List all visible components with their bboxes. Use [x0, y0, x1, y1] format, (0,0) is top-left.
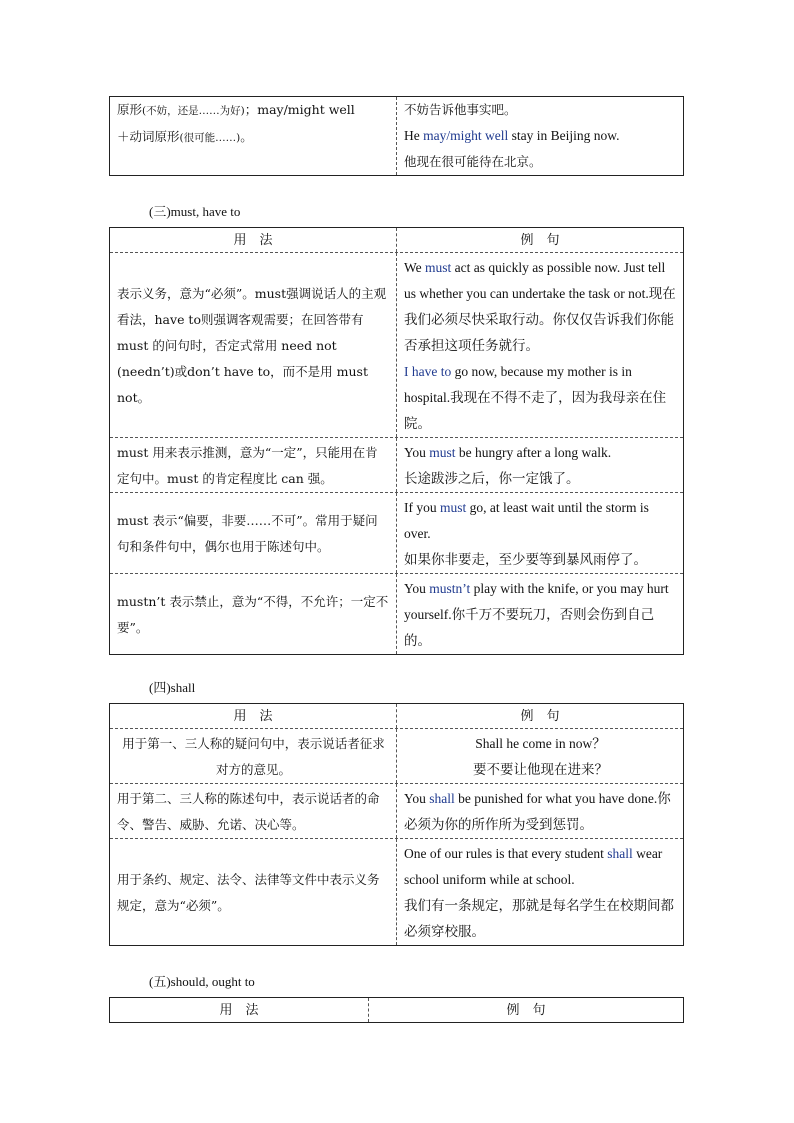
- table-row: [110, 492, 683, 573]
- table-row: [110, 573, 683, 654]
- keyword: shall: [429, 791, 455, 806]
- example-text: You mustn’t play with the knife, or you may hurt yourself.你千万不要玩刀，否则会伤到自己的。: [404, 581, 669, 648]
- usage-cell: [110, 253, 397, 437]
- usage-text: mustn’t 表示禁止，意为“不得，不允许；一定不要”。: [117, 594, 389, 635]
- header-example: 例 句: [506, 1003, 546, 1018]
- example-text: I have to go now, because my mother is in hospital.我现在不得不走了，因为我母亲在住院。: [404, 364, 667, 431]
- table-row: [110, 783, 683, 838]
- keyword: must: [429, 445, 456, 460]
- header-usage: 用 法: [110, 998, 369, 1022]
- usage-text: 表示义务，意为“必须”。must强调说话人的主观看法，have to则强调客观需要；在回答带有 must 的问句时，否定式常用 need not (needn’t)或don’t have to，而不是用 must not。: [117, 286, 387, 405]
- usage-text: 原形: [117, 102, 143, 117]
- usage-cell: [110, 574, 397, 654]
- usage-cell: [110, 438, 397, 492]
- section-title-must: (三)must, have to: [149, 204, 241, 219]
- section-title-shall: (四)shall: [149, 680, 196, 695]
- table-row: [110, 97, 683, 175]
- example-cell: [397, 729, 683, 783]
- example-en: Shall he come in now？: [475, 736, 606, 751]
- example-cn: 不妨告诉他事实吧。: [404, 102, 517, 117]
- table-header: [110, 998, 683, 1022]
- header-usage: 用 法: [110, 228, 397, 252]
- usage-note: (很可能……): [179, 132, 241, 144]
- table-must: [109, 227, 684, 655]
- keyword: may/might well: [423, 128, 509, 143]
- example-cell: [397, 438, 683, 492]
- usage-cell: [110, 784, 397, 838]
- section-title-should: (五)should, ought to: [149, 974, 255, 989]
- example-cn: 我们有一条规定，那就是每名学生在校期间都必须穿校服。: [404, 898, 674, 939]
- example-text: One of our rules is that every student shall wear school uniform while at school.: [404, 846, 663, 887]
- table-should: [109, 997, 684, 1023]
- usage-cell: [110, 729, 397, 783]
- usage-text: 用于第二、三人称的陈述句中，表示说话者的命令、警告、威胁、允诺、决心等。: [117, 791, 380, 832]
- header-example: 例 句: [520, 233, 560, 248]
- example-text: You must be hungry after a long walk.: [404, 445, 612, 460]
- usage-note: (不妨，还是……为好): [142, 105, 245, 117]
- example-cell: [397, 574, 683, 654]
- header-example: 例 句: [520, 709, 560, 724]
- example-cell: [397, 493, 683, 573]
- example-text: We must act as quickly as possible now. Just tell us whether you can undertake the task or not.现在我们必须尽快采取行动。你仅仅告诉我们你能否承担这项任务就行。: [404, 260, 676, 353]
- header-usage: 用 法: [110, 704, 397, 728]
- example-cell: [397, 784, 683, 838]
- keyword: shall: [607, 846, 633, 861]
- table-shall: [109, 703, 684, 946]
- example-cn: 要不要让他现在进来？: [473, 762, 608, 777]
- usage-text: must 用来表示推测，意为“一定”，只能用在肯定句中。must 的肯定程度比 can 强。: [117, 445, 378, 486]
- usage-text: must 表示“偏要，非要……不可”。常用于疑问句和条件句中，偶尔也用于陈述句中。: [117, 513, 378, 554]
- usage-cell: [110, 839, 397, 945]
- example-text: If you must go, at least wait until the storm is over.: [404, 500, 649, 541]
- table-row: [110, 252, 683, 437]
- keyword: I have to: [404, 364, 452, 379]
- example-cell: [397, 839, 683, 945]
- example-cn: 他现在很可能待在北京。: [404, 154, 542, 169]
- usage-cell: [110, 97, 397, 175]
- usage-text: ＋动词原形: [117, 129, 180, 144]
- table-top: [109, 96, 684, 176]
- table-header: [110, 704, 683, 728]
- table-row: [110, 838, 683, 945]
- example-cell: [397, 253, 683, 437]
- table-header: [110, 228, 683, 252]
- keyword: must: [425, 260, 452, 275]
- usage-text: 。: [240, 129, 253, 144]
- table-row: [110, 437, 683, 492]
- usage-cell: [110, 493, 397, 573]
- table-row: [110, 728, 683, 783]
- example-text: You shall be punished for what you have done.你必须为你的所作所为受到惩罚。: [404, 791, 671, 832]
- example-en: He may/might well stay in Beijing now.: [404, 128, 620, 143]
- keyword: mustn’t: [429, 581, 471, 596]
- keyword: must: [440, 500, 467, 515]
- usage-text: 用于第一、三人称的疑问句中，表示说话者征求对方的意见。: [122, 736, 385, 777]
- usage-text: ；may/might well: [244, 102, 355, 117]
- usage-text: 用于条约、规定、法令、法律等文件中表示义务规定，意为“必须”。: [117, 872, 380, 913]
- example-cell: [397, 97, 683, 175]
- example-cn: 长途跋涉之后，你一定饿了。: [404, 471, 580, 486]
- example-cn: 如果你非要走，至少要等到暴风雨停了。: [404, 552, 647, 567]
